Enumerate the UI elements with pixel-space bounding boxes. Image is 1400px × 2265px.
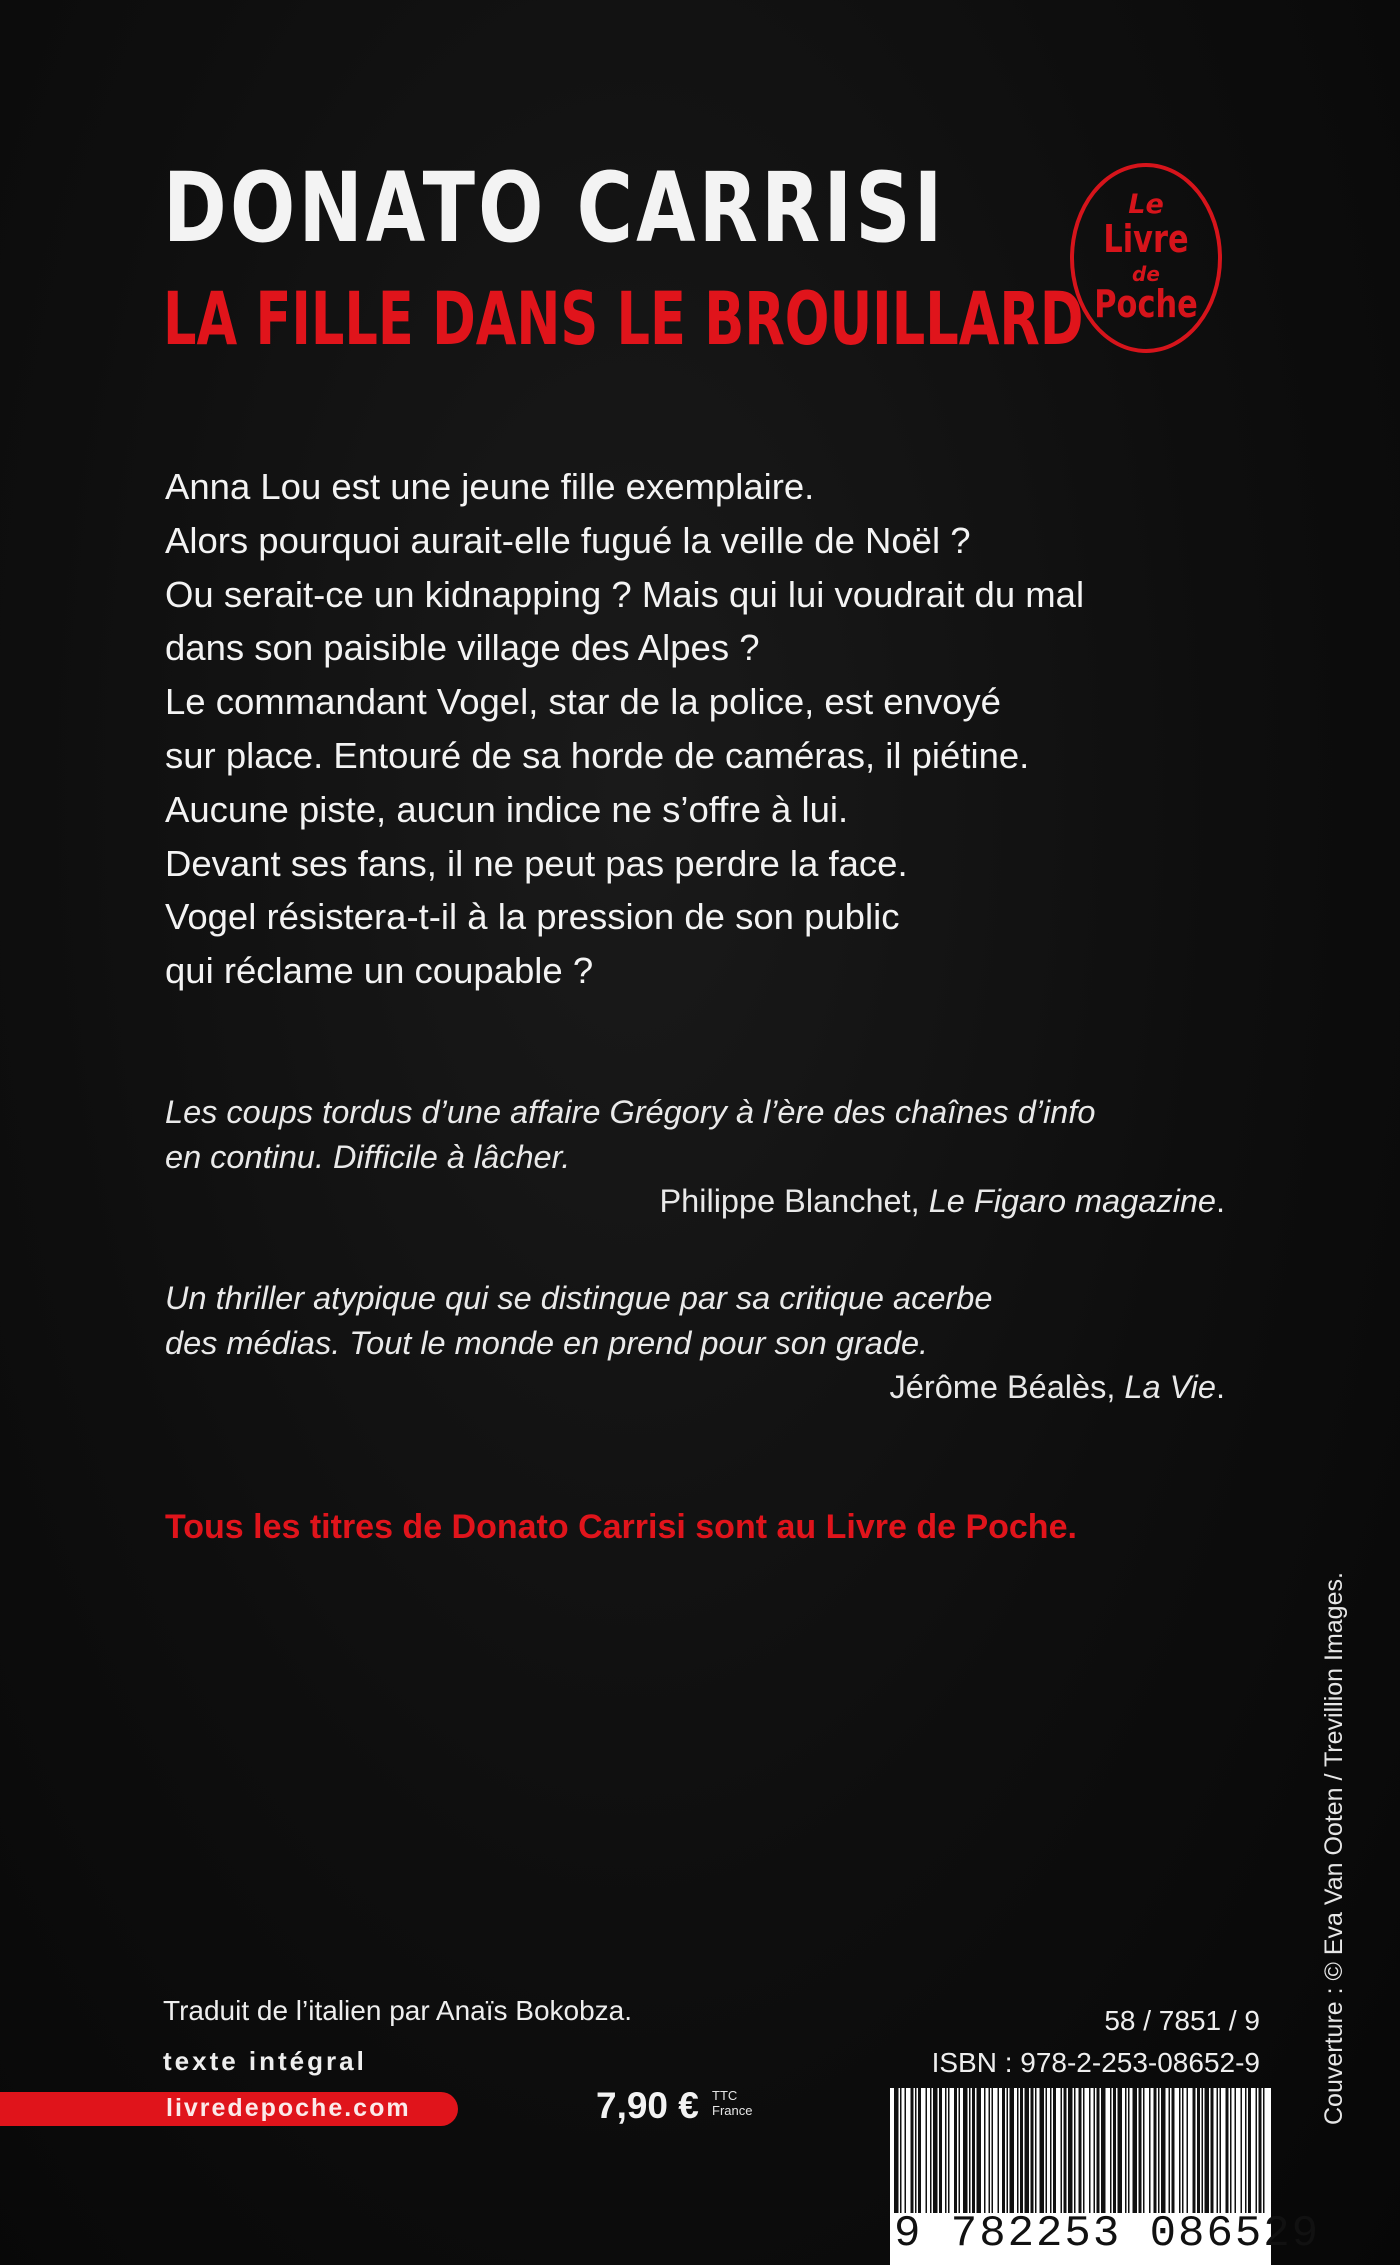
quote-publication: La Vie (1124, 1369, 1216, 1405)
integral-text: texte intégral (163, 2046, 367, 2076)
author-name: DONATO CARRISI (163, 152, 946, 264)
barcode-bar (1089, 2088, 1091, 2213)
barcode-bar (1143, 2088, 1145, 2213)
livre-de-poche-logo (1070, 163, 1222, 353)
barcode-bar (948, 2088, 950, 2213)
barcode-bar (1197, 2088, 1200, 2213)
barcode-bar (911, 2088, 914, 2213)
synopsis-line: Ou serait-ce un kidnapping ? Mais qui lui voudrait du mal (165, 573, 1085, 615)
promo-text: Tous les titres de Donato Carrisi sont au Livre de Poche. (165, 1508, 1077, 1546)
logo-text-de: de (1132, 262, 1160, 286)
barcode-bar (1217, 2088, 1219, 2213)
barcode-bar (1154, 2088, 1157, 2213)
quote-end: . (1215, 1183, 1225, 1219)
barcode-bar (969, 2088, 971, 2213)
barcode-bar (1230, 2088, 1232, 2213)
barcode-bar (1139, 2088, 1142, 2213)
barcode-bar (959, 2088, 961, 2213)
synopsis (165, 460, 1245, 998)
price: 7,90 € (596, 2085, 699, 2126)
logo-text-livre: Livre (1103, 217, 1189, 261)
barcode-bar (926, 2088, 928, 2213)
barcode-bar (1169, 2088, 1171, 2213)
barcode-bar (1161, 2088, 1166, 2213)
price-note-country: France (712, 2103, 753, 2118)
quote-line: en continu. Difficile à lâcher. (165, 1138, 571, 1175)
barcode-bar (1050, 2088, 1052, 2213)
barcode-bar (1256, 2088, 1258, 2213)
barcode-bar (1064, 2088, 1067, 2213)
barcode-bar (1094, 2088, 1096, 2213)
synopsis-line: Anna Lou est une jeune fille exemplaire. (165, 466, 815, 507)
barcode-bar (1193, 2088, 1196, 2213)
barcode-bar (1113, 2088, 1116, 2213)
barcode-bar (894, 2088, 899, 2213)
barcode-bar (1226, 2088, 1229, 2213)
synopsis-line: dans son paisible village des Alpes ? (165, 627, 760, 669)
barcode-bar (1133, 2088, 1138, 2213)
barcode-bar (1118, 2088, 1123, 2213)
barcode-bar (900, 2088, 902, 2213)
book-title: LA FILLE DANS LE BROUILLARD (163, 277, 1084, 362)
barcode-bar (1002, 2088, 1005, 2213)
quote-author: Jérôme Béalès, (889, 1369, 1116, 1405)
barcode-bar (915, 2088, 917, 2213)
barcode-bar (954, 2088, 957, 2213)
barcode-bar (1068, 2088, 1073, 2213)
barcode-bar (1074, 2088, 1076, 2213)
barcode-bar (1259, 2088, 1262, 2213)
barcode-bar (939, 2088, 942, 2213)
synopsis-line: Aucune piste, aucun indice ne s’offre à lui. (165, 788, 849, 830)
quote-line: des médias. Tout le monde en prend pour son grade. (165, 1324, 929, 1361)
barcode-bar (1128, 2088, 1130, 2213)
quote-source (165, 1365, 1225, 1410)
isbn: ISBN : 978-2-253-08652-9 (931, 2047, 1260, 2078)
barcode-bar (992, 2088, 994, 2213)
synopsis-line: Le commandant Vogel, star de la police, est envoyé (165, 681, 1001, 723)
barcode-bar (984, 2088, 986, 2213)
synopsis-line: Devant ses fans, il ne peut pas perdre la face. (165, 842, 908, 884)
logo-text-poche: Poche (1094, 282, 1198, 326)
cover-credit: Couverture : © Eva Van Ooten / Trevillion Images. (1320, 1572, 1348, 2125)
quote-author: Philippe Blanchet, (659, 1183, 920, 1219)
barcode-bar (977, 2088, 982, 2213)
barcode-bar (1101, 2088, 1106, 2213)
quote-publication: Le Figaro magazine (928, 1183, 1216, 1219)
quote-end: . (1215, 1369, 1225, 1405)
barcode-bar (918, 2088, 921, 2213)
barcode-bar (1248, 2088, 1251, 2213)
barcode-bar (1035, 2088, 1037, 2213)
barcode-bar (1149, 2088, 1151, 2213)
barcode-bar (972, 2088, 975, 2213)
barcode-bar (1179, 2088, 1181, 2213)
website-bar (0, 2092, 458, 2126)
barcode-bar (933, 2088, 938, 2213)
website-link[interactable]: livredepoche.com (166, 2094, 411, 2122)
synopsis-line: Alors pourquoi aurait-elle fugué la veille de Noël ? (165, 519, 971, 561)
barcode-bar (1245, 2088, 1247, 2213)
logo-text-le: Le (1128, 189, 1164, 220)
barcode-bar (1031, 2088, 1034, 2213)
barcode-bar (1235, 2088, 1237, 2213)
barcode-bar (930, 2088, 932, 2213)
barcode-bar (1182, 2088, 1184, 2213)
barcode-bar (963, 2088, 968, 2213)
barcode-bar (1010, 2088, 1015, 2213)
barcode-bar (1125, 2088, 1127, 2213)
barcode (890, 2088, 1321, 2265)
barcode-bar (905, 2088, 907, 2213)
barcode-bar (1007, 2088, 1009, 2213)
barcode-bar (989, 2088, 991, 2213)
press-quote (165, 1276, 1225, 1410)
barcode-bar (1263, 2088, 1265, 2213)
synopsis-line: sur place. Entouré de sa horde de caméras, il piétine. (165, 734, 1030, 776)
barcode-bar (1110, 2088, 1112, 2213)
barcode-bar (1025, 2088, 1030, 2213)
catalog-code: 58 / 7851 / 9 (1104, 2005, 1260, 2036)
barcode-bar (1241, 2088, 1243, 2213)
price-note (712, 2088, 752, 2118)
barcode-bar (1205, 2088, 1210, 2213)
barcode-bar (1158, 2088, 1160, 2213)
barcode-bar (1079, 2088, 1082, 2213)
press-quote (165, 1090, 1225, 1224)
barcode-bars (890, 2088, 1271, 2213)
barcode-bar (1040, 2088, 1045, 2213)
quote-line: Les coups tordus d’une affaire Grégory à l’ère des chaînes d’info (165, 1094, 1096, 1130)
product-codes (932, 2000, 1260, 2084)
barcode-bar (1017, 2088, 1019, 2213)
synopsis-line: qui réclame un coupable ? (165, 950, 594, 992)
barcode-bar (1061, 2088, 1063, 2213)
barcode-bar (1053, 2088, 1056, 2213)
barcode-bar (945, 2088, 947, 2213)
price-note-ttc: TTC (712, 2088, 738, 2103)
barcode-bar (1020, 2088, 1023, 2213)
barcode-bar (1046, 2088, 1048, 2213)
barcode-bar (1097, 2088, 1100, 2213)
barcode-bar (1187, 2088, 1189, 2213)
translator-credit: Traduit de l’italien par Anaïs Bokobza. (163, 1995, 633, 2026)
quote-line: Un thriller atypique qui se distingue par sa critique acerbe (165, 1280, 993, 1316)
barcode-digits: 9 782253 086529 (894, 2209, 1321, 2259)
barcode-bar (1211, 2088, 1214, 2213)
synopsis-line: Vogel résistera-t-il à la pression de son public (165, 896, 900, 938)
barcode-bar (1172, 2088, 1175, 2213)
barcode-bar (1220, 2088, 1222, 2213)
quote-source (165, 1179, 1225, 1224)
barcode-bar (1083, 2088, 1085, 2213)
barcode-bar (998, 2088, 1000, 2213)
barcode-bar (1202, 2088, 1204, 2213)
